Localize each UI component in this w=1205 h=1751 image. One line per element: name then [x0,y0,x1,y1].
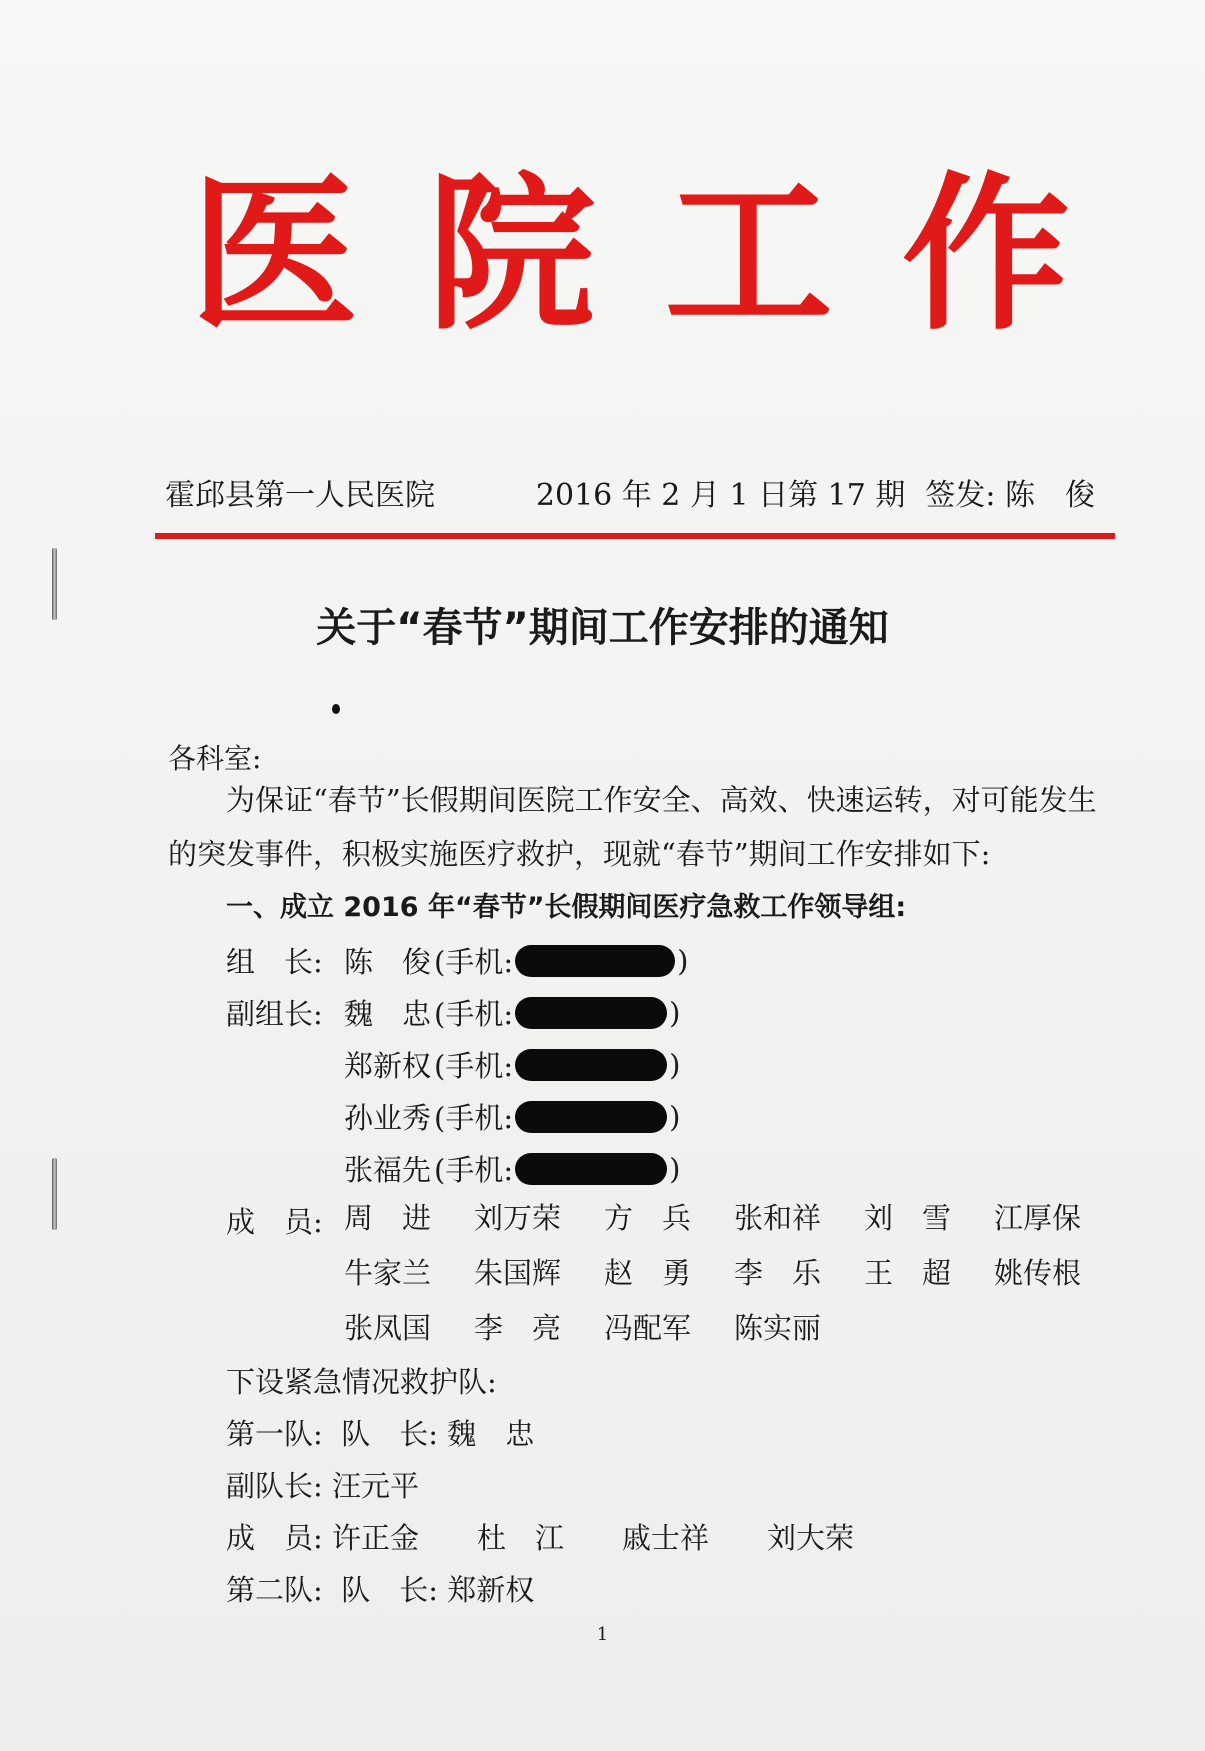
member-name: 方 兵 [604,1201,692,1235]
deputy-row [344,1148,680,1189]
team2-leader: 第二队: 队 长: 郑新权 [226,1573,535,1607]
member-name: 陈实丽 [734,1311,822,1345]
member-name: 李 乐 [734,1256,822,1290]
teams-heading: 下设紧急情况救护队: [226,1365,497,1399]
redaction-bar [515,1153,667,1185]
issue-date: 2016 年 2 月 1 日第 17 期 [535,478,906,513]
leader-row [226,940,688,981]
deputy-row [226,992,680,1033]
role-label: 副组长: [226,997,323,1031]
paren: ) [677,943,689,978]
redaction-bar [515,1049,667,1081]
redaction-bar [515,1101,667,1133]
phone-label: (手机: [434,997,514,1031]
phone-label: (手机: [434,1049,514,1083]
person-name: 张福先 [344,1153,432,1187]
role-label: 组 长: [226,945,323,979]
salutation: 各科室: [168,742,262,775]
phone-label: (手机: [434,945,514,979]
paren: ) [669,1099,681,1134]
member-name: 张和祥 [734,1201,822,1235]
ink-dot [332,704,340,714]
person-name: 陈 俊 [344,945,432,979]
member-name: 冯配军 [604,1311,692,1345]
paren: ) [669,1151,681,1186]
team1-deputy: 副队长: 汪元平 [226,1469,419,1503]
member-name: 江厚保 [994,1201,1082,1235]
member-name: 朱国辉 [474,1256,562,1290]
paren: ) [669,995,681,1030]
masthead-char: 工 [664,155,833,353]
issuing-organization: 霍邱县第一人民医院 [165,478,435,513]
person-name: 郑新权 [344,1049,432,1083]
member-name: 王 超 [864,1256,952,1290]
team1-members: 成 员: 许正金 杜 江 戚士祥 刘大荣 [226,1521,854,1555]
intro-paragraph: 为保证“春节”长假期间医院工作安全、高效、快速运转，对可能发生的突发事件，积极实施医疗救护，现就“春节”期间工作安排如下: [168,783,1097,871]
member-name: 姚传根 [994,1256,1082,1290]
section-heading: 一、成立 2016 年“春节”长假期间医疗急救工作领导组: [226,892,907,923]
masthead-char: 作 [901,155,1070,353]
masthead-char: 院 [427,155,596,353]
red-divider [155,533,1115,539]
member-name: 张凤国 [344,1311,432,1345]
deputy-row [344,1096,680,1137]
team1-leader: 第一队: 队 长: 魏 忠 [226,1417,535,1451]
members-role: 成 员: [226,1205,323,1239]
phone-label: (手机: [434,1101,514,1135]
members-grid [344,1196,1124,1347]
masthead-char: 医 [190,155,358,353]
person-name: 魏 忠 [344,997,432,1031]
member-name: 赵 勇 [604,1256,692,1290]
member-name: 刘万荣 [474,1201,562,1235]
phone-label: (手机: [434,1153,514,1187]
issue-signer: 签发: 陈 俊 [925,478,1095,513]
person-name: 孙业秀 [344,1101,432,1135]
member-name: 刘 雪 [864,1201,952,1235]
paren: ) [669,1047,681,1082]
staple [52,1158,57,1230]
deputy-row [344,1044,680,1085]
redaction-bar [515,997,667,1029]
masthead-title [190,155,1070,353]
member-name: 牛家兰 [344,1256,432,1290]
member-name: 李 亮 [474,1311,562,1345]
page-number: 1 [596,1624,609,1645]
issue-line [165,470,1095,514]
redaction-bar [515,945,675,977]
member-name: 周 进 [344,1201,432,1235]
notice-title: 关于“春节”期间工作安排的通知 [316,605,889,651]
